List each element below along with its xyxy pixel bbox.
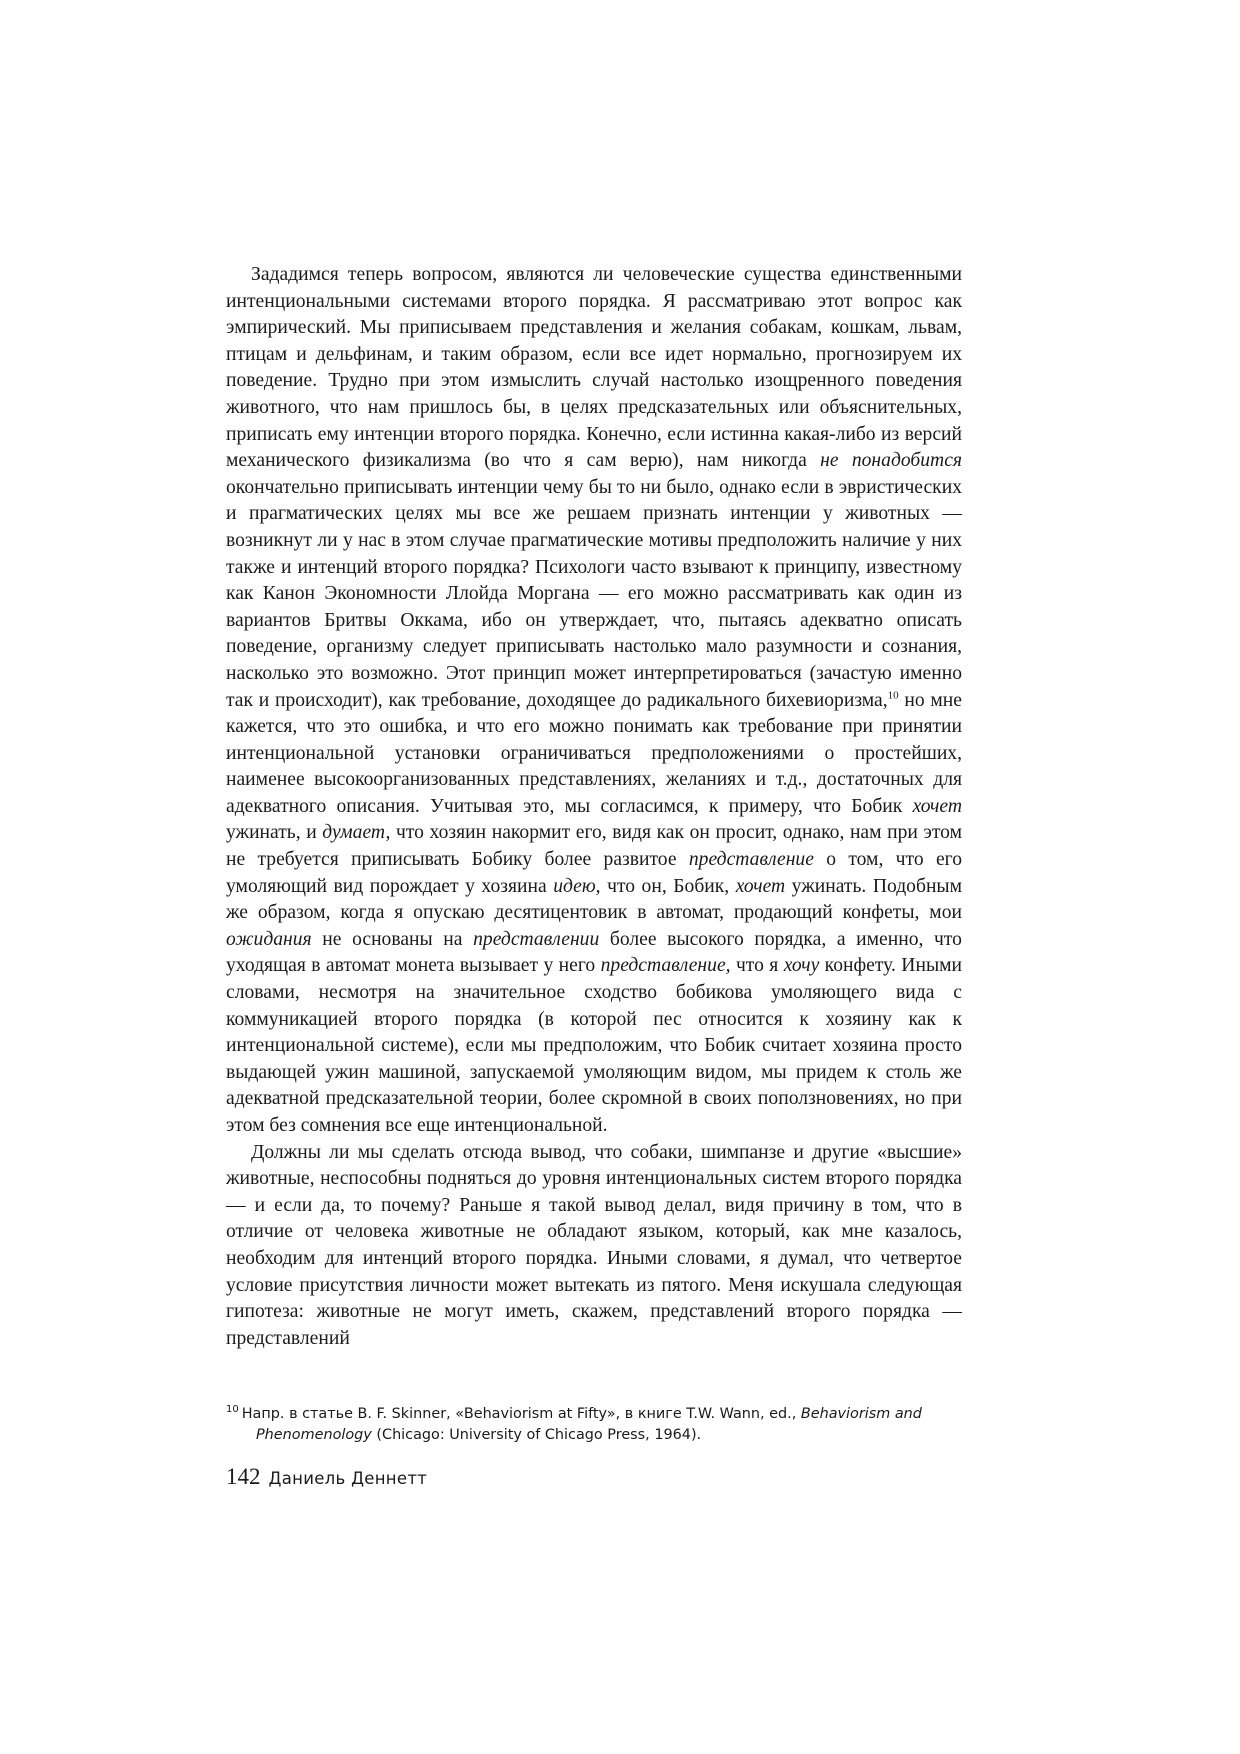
footnote-italic: Behaviorism and [800,1406,922,1422]
footnote [226,1404,962,1447]
paragraph-2: Должны ли мы сделать отсюда вывод, что собаки, шимпанзе и другие «высшие» животные, неспособны подняться до уровня интенциональных систем второго порядка — и если да, то почему? Раньше я такой вывод делал, видя причину в том, что в отличие от человека животные не обладают языком, который, как мне казалось, необходим для интенций второго порядка. Иными словами, я думал, что четвертое условие присутствия личности может вытекать из пятого. Меня искушала следующая гипотеза: животные не могут иметь, скажем, представлений второго порядка — представлений [226,1141,962,1349]
text-run: Зададимся теперь вопросом, являются ли человеческие существа единственными интенциональными системами второго порядка. Я рассматриваю этот вопрос как эмпирический. Мы приписываем представления и желания собакам, кошкам, львам, птицам и дельфинам, и таким образом, если все идет нормально, прогнозируем их поведение. Трудно при этом измыслить случай настолько изощренного поведения животного, что нам пришлось бы, в целях предсказательных или объяснительных, приписать ему интенции второго порядка. Конечно, если истинна какая-либо из версий механического физикализма (во что я сам верю), нам никогда [226,264,962,472]
text-run: не основаны на [311,928,474,950]
italic-run: идею, [553,875,601,897]
text-run: что я [730,955,784,977]
italic-run: представлении [473,928,600,950]
main-text [226,262,962,1352]
text-run: что хозяин накормит его, видя как он просит, однако, нам при этом не требуется приписывать Бобику более развитое [226,822,963,871]
text-run: ужинать. Подобным же образом, когда я опускаю десятицентовик в автомат, продающий конфеты, мои [226,875,963,924]
text-run: окончательно приписывать интенции чему бы то ни было, однако если в эвристических и прагматических целях мы все же решаем признать интенции у животных — возникнут ли у нас в этом случае прагматические мотивы предположить наличие у них также и интенций второго порядка? Психологи часто взывают к принципу, известному как Канон Экономности Ллойда Моргана — его можно рассматривать как один из вариантов Бритвы Оккама, ибо он утверждает, что, пытаясь адекватно описать поведение, организму следует приписывать настолько мало разумности и сознания, насколько это возможно. Этот принцип может интерпретироваться (зачастую именно так и происходит), как требование, доходящее до радикального бихевиоризма, [226,476,962,711]
footnote-text: (Chicago: University of Chicago Press, 1964). [371,1427,702,1444]
text-run: что он, Бобик, [600,875,736,897]
italic-run: ожидания [226,928,312,950]
italic-run: хочет [735,875,786,897]
footnote-reference[interactable]: 10 [887,688,899,701]
text-run: о том, что его умоляющий вид порождает у хозяина [226,849,962,897]
italic-run: думает, [322,822,391,844]
page-number: 142 [226,1464,261,1489]
italic-run: хочет [912,795,962,817]
footnote-number: 10 [226,1404,239,1416]
running-head: Даниель Деннетт [268,1469,428,1488]
italic-run: хочу [783,955,820,977]
footnote-italic: Phenomenology [256,1427,372,1444]
italic-run: не понадобится [820,450,962,472]
paragraph-1 [226,262,962,1140]
footnote-text: Напр. в статье B. F. Skinner, «Behaviorism at Fifty», в книге T.W. Wann, ed., [241,1406,801,1422]
text-run: но мне кажется, что это ошибка, и что его можно понимать как требование при принятии интенциональной установки ограничиваться предположениями о простейших, наименее высокоорганизованных представлениях, желаниях и т.д., достаточных для адекватного описания. Учитывая это, мы согласимся, к примеру, что Бобик [226,689,962,817]
italic-run: представление [688,849,814,871]
text-run: более высокого порядка, а именно, что уходящая в автомат монета вызывает у него [226,928,962,977]
page-footer [226,1464,427,1490]
text-run: ужинать, и [226,822,323,844]
italic-run: представление, [600,955,731,977]
text-run: конфету. Иными словами, несмотря на значительное сходство бобикова умоляющего вида с коммуникацией второго порядка (в которой пес относится к хозяину как к интенциональной системе), если мы предположим, что Бобик считает хозяина просто выдающей ужин машиной, запускаемой умоляющим видом, мы придем к столь же адекватной предсказательной теории, более скромной в своих поползновениях, но при этом без сомнения все еще интенциональной. [226,955,962,1136]
footnote-continuation [226,1425,962,1446]
